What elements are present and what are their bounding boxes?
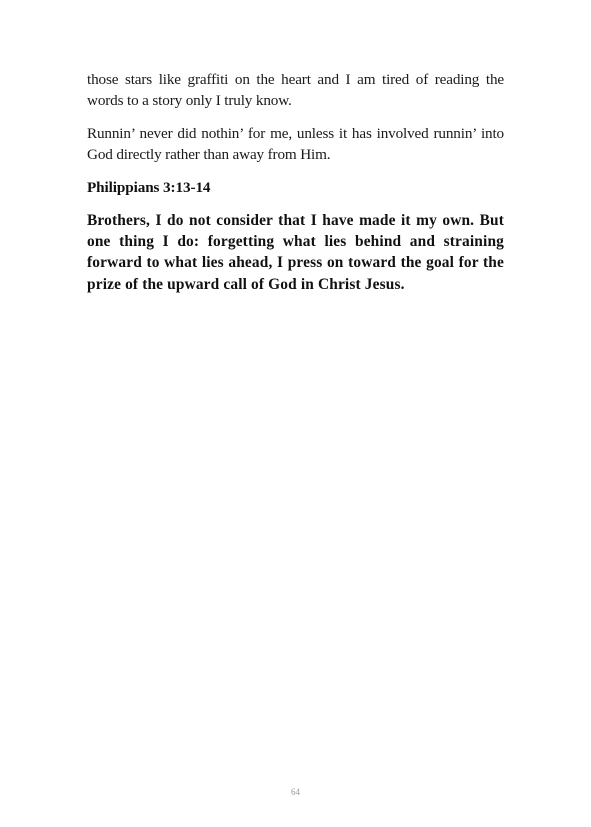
scripture-reference-heading: Philippians 3:13-14	[87, 179, 211, 196]
body-paragraph-2: Runnin’ never did nothin’ for me, unless it has involved runnin’ into God directly rather than away from Him.	[87, 125, 504, 163]
scripture-quote: Brothers, I do not consider that I have made it my own. But one thing I do: forgetting what lies behind and straining forward to what lies ahead, I press on toward the goal for the prize of the upward call of God in Christ Jesus.	[87, 212, 504, 293]
page-content	[87, 69, 504, 295]
body-paragraph-1: those stars like graffiti on the heart and I am tired of reading the words to a story only I truly know.	[87, 71, 504, 109]
page-number: 64	[291, 787, 300, 797]
